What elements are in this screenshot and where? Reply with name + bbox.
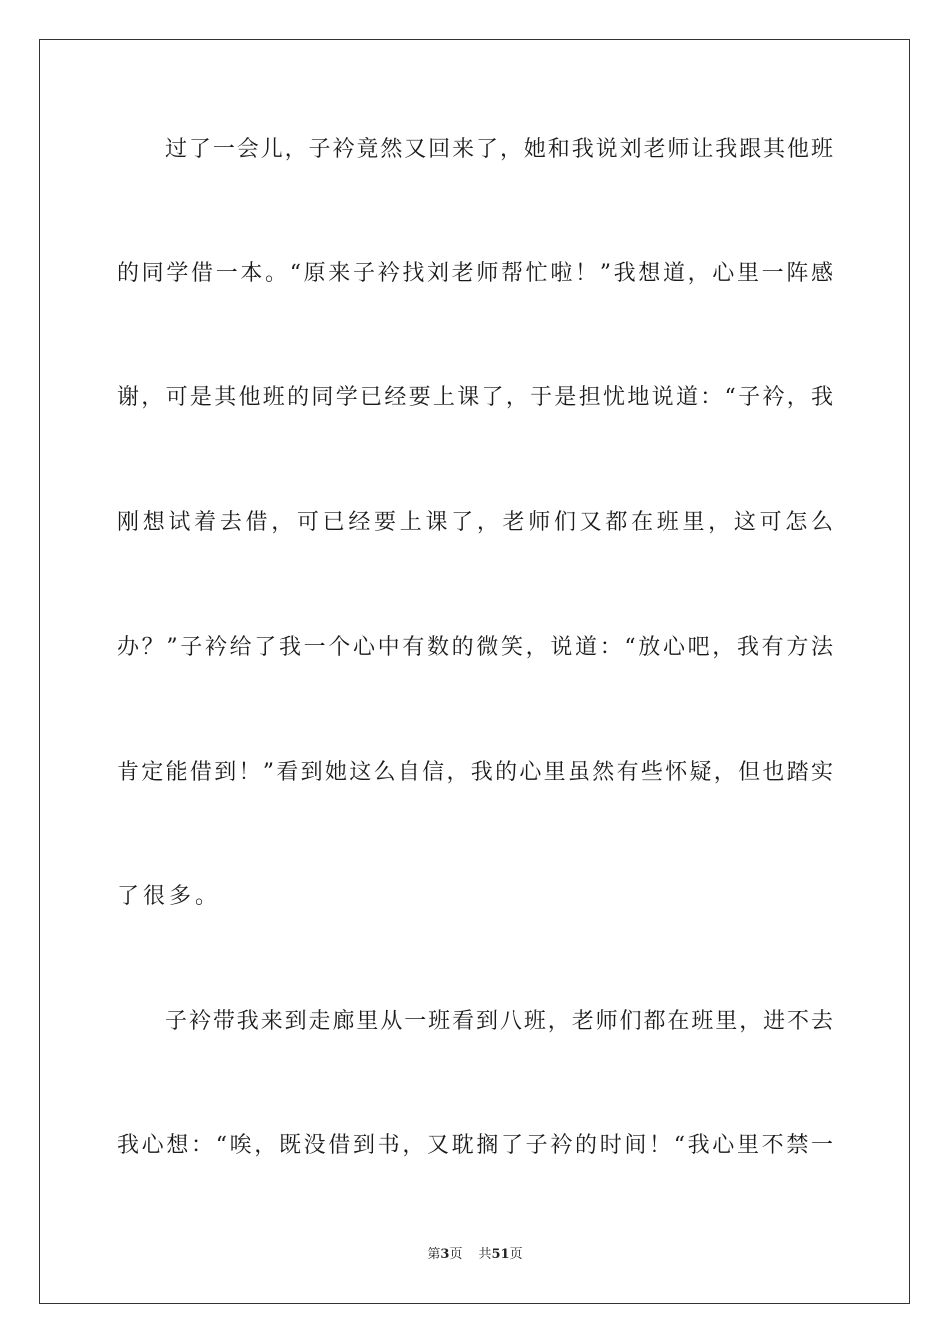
total-pages-number: 51 (491, 1247, 510, 1262)
paragraph-1-line-1: 过了一会儿，子衿竟然又回来了，她和我说刘老师让我跟其他班 (165, 137, 833, 162)
paragraph-1-line-3: 谢，可是其他班的同学已经要上课了，于是担忧地说道：“子衿，我 (117, 385, 833, 410)
current-page-number: 3 (440, 1247, 450, 1262)
total-label-suffix: 页 (509, 1247, 523, 1262)
paragraph-1-line-4: 刚想试着去借，可已经要上课了，老师们又都在班里，这可怎么 (117, 510, 833, 535)
paragraph-2-line-1: 子衿带我来到走廊里从一班看到八班，老师们都在班里，进不去 (165, 1009, 833, 1034)
paragraph-1-line-6: 肯定能借到！”看到她这么自信，我的心里虽然有些怀疑，但也踏实 (117, 760, 833, 785)
paragraph-2-line-2: 我心想：“唉，既没借到书，又耽搁了子衿的时间！“我心里不禁一 (117, 1133, 833, 1158)
paragraph-1-line-7: 了很多。 (117, 884, 222, 909)
page-border (39, 39, 910, 1304)
paragraph-1-line-2: 的同学借一本。“原来子衿找刘老师帮忙啦！”我想道，心里一阵感 (117, 261, 833, 286)
paragraph-1-line-5: 办？”子衿给了我一个心中有数的微笑，说道：“放心吧，我有方法 (117, 635, 833, 660)
page-label-prefix: 第 (427, 1247, 441, 1262)
total-label-prefix: 共 (478, 1247, 492, 1262)
page-footer (0, 1246, 950, 1264)
page-label-suffix: 页 (449, 1247, 463, 1262)
